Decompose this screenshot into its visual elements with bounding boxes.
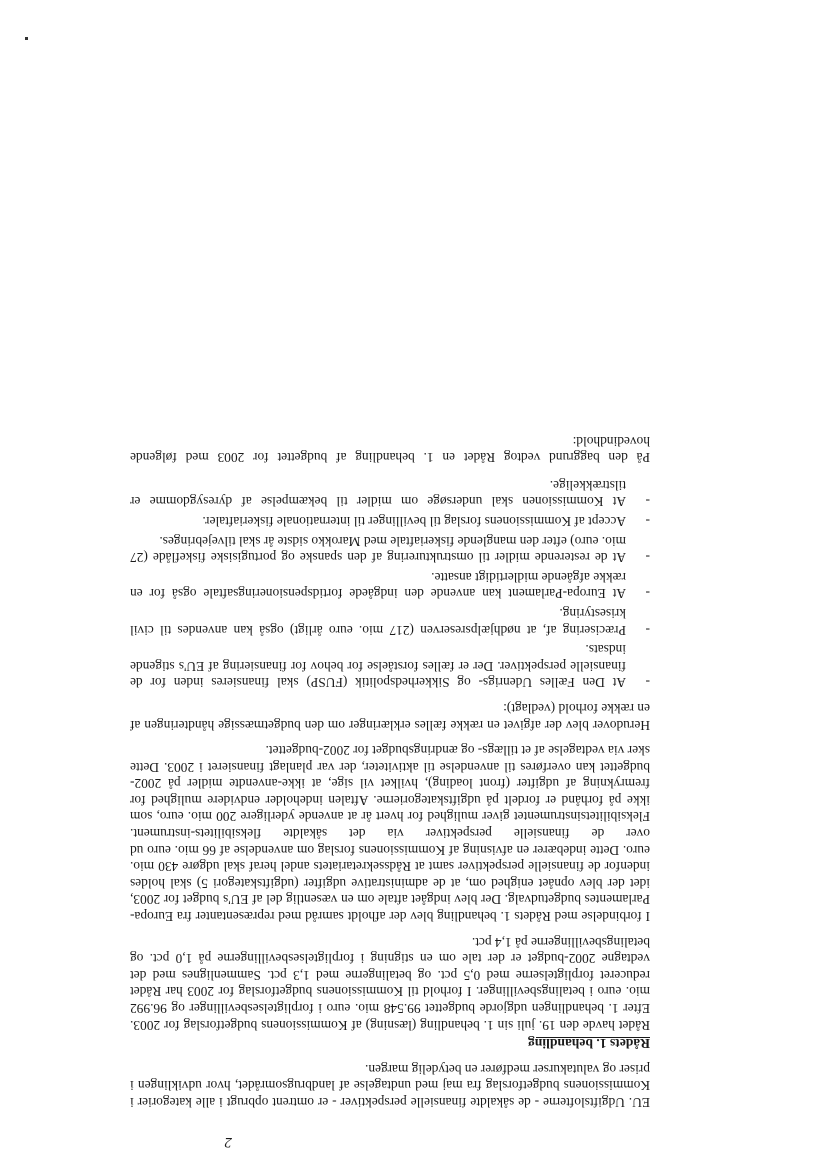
bullet-dash: - [645, 675, 650, 691]
list-item-text: Præcisering af, at nødhjælpsreserven (217 mio. euro årligt) også kan anvendes til civil krisestyring. [130, 605, 626, 638]
bullet-dash: - [645, 550, 650, 566]
list-item [130, 512, 650, 529]
declarations-list [130, 476, 650, 690]
list-item-text: At Den Fælles Udenrigs- og Sikkerhedspolitik (FUSP) skal finansieres inden for de finansielle perspektiver. Der er fælles forståelse for behov for finansiering af EU's stigende indsats. [130, 642, 626, 691]
list-item [130, 532, 650, 565]
list-item [130, 568, 650, 601]
section-heading: Rådets 1. behandling [528, 1036, 650, 1052]
paragraph-conclusion: På den baggrund vedtog Rådet en 1. behandling af budgettet for 2003 med følgende hovedindhold: [130, 433, 650, 466]
paragraph-joint-declarations: Herudover blev der afgivet en række fælles erklæringer om den budgetmæssige håndteringen af en række forhold (vedlagt): [130, 700, 650, 733]
paragraph-budget-figures: Rådet havde den 19. juli sin 1. behandling (læsning) af Kommissionens budgetforslag for 2003. Efter 1. behandlingen udgjorde budgettet 99.548 mio. euro i forpligtelsesbevillinger og 96.992 mio. euro i betalingsbevillinger. I forhold til Kommissionens budgetforslag for 2003 har Rådet reduceret forpligtelserne med 0,5 pct. og betalingerne med 1,3 pct. Sammenlignes med det vedtagne 2002-budget er der tale om en stigning i forpligtelsesbevillingerne på 1,0 pct. og betalingsbevillingerne på 1,4 pct. [130, 934, 650, 1033]
page-number: 2 [224, 1134, 232, 1150]
bullet-dash: - [645, 622, 650, 638]
list-item [130, 476, 650, 509]
bullet-dash: - [645, 586, 650, 602]
list-item-text: At Europa-Parlament kan anvende den indgåede fortidspensioneringsaftale også for en række afgående midlertidigt ansatte. [130, 569, 626, 602]
bullet-dash: - [645, 514, 650, 529]
scan-speck [25, 37, 28, 40]
list-item [130, 641, 650, 691]
list-item [130, 604, 650, 637]
list-item-text: At Kommissionen skal undersøge om midler til bekæmpelse af dyresygdomme er tilstrækkelige. [130, 477, 626, 510]
list-item-text: Accept af Kommissionens forslag til bevillinger til internationale fiskeriaftaler. [202, 514, 626, 529]
bullet-dash: - [645, 494, 650, 510]
paragraph-intro: EU. Udgiftslofterne - de såkaldte finansielle perspektiver - er omtrent opbrugt i alle kategorier i Kommissionens budgetforslag fra maj med undtagelse af landbrugsområdet, hvor udviklingen i priser og valutakurser medfører en betydelig margen. [130, 1061, 650, 1110]
paragraph-consultation: I forbindelse med Rådets 1. behandling blev der afholdt samråd med repræsentanter fra Europa-Parlamentes budgetudvalg. Der blev indgået aftale om en væsentlig del af EU's budget for 2003, idet der blev opnået enighed om, at de administrative udgifter (udgiftskategori 5) skal holdes indenfor de finansielle perspektiver samt at Rådssekretariatets andel heraf skal udgøre 430 mio. euro. Dette indebærer en afvisning af Kommissionens forslag om anvendelse af 66 mio. euro ud over de finansielle perspektiver via det såkaldte fleksibilitets-instrument. Fleksibilitetsinstrumentet giver mulighed for hvert år at anvende yderligere 200 mio. euro, som ikke på forhånd er fordelt på udgiftskategorierne. Aftalen indeholder endvidere mulighed for fremrykning af udgifter (front loading), hvilket vil sige, at ikke-anvendte midler på 2002-budgettet kan overføres til anvendelse til aktiviteter, der var planlagt finansieret i 2003. Dette sker via vedtagelse af et tillægs- og ændringsbudget for 2002-budgettet. [130, 743, 650, 925]
list-item-text: At de resterende midler til omstrukturering af den spanske og portugisiske fiskeflåde (27 mio. euro) efter den manglende fiskeriaftale med Marokko sidste år skal tilvejebringes. [130, 533, 626, 566]
document-body [130, 423, 650, 1110]
